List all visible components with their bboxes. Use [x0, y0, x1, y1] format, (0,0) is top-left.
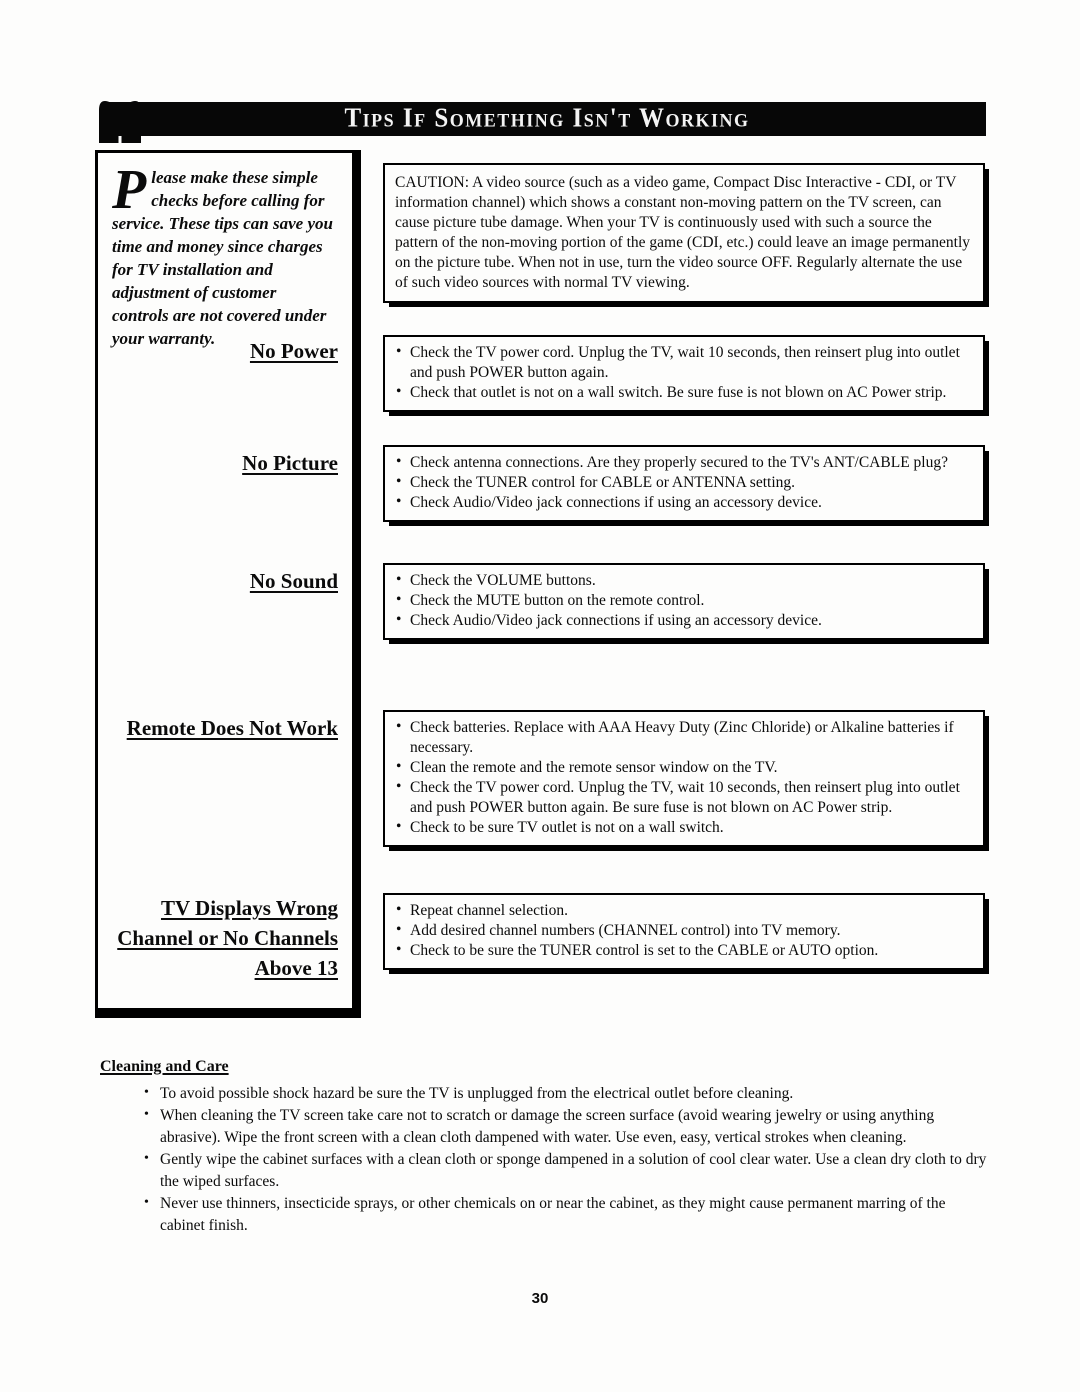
- intro-text: lease make these simple checks before calling for service. These tips can save you time and money since charges for TV installation and adjustment of customer controls are not covered under your warranty.: [112, 168, 333, 348]
- sidebar-box: [95, 150, 361, 1018]
- wrong-channel-list: [393, 901, 973, 961]
- bullet-item: • Check batteries. Replace with AAA Heavy Duty (Zinc Chloride) or Alkaline batteries if necessary.: [393, 718, 973, 758]
- caution-text: CAUTION: A video source (such as a video game, Compact Disc Interactive - CDI, or TV information channel) which shows a constant non-moving pattern on the TV screen, can cause picture tube damage. When your TV is continuously used with such a source the pattern of the non-moving portion of the game (CDI, etc.) could leave an image permanently on the picture tube. When not in use, turn the video source OFF. Regularly alternate the use of such video sources with normal TV viewing.: [395, 174, 971, 291]
- heading-no-picture: No Picture: [242, 451, 338, 475]
- bullet-item: • Check Audio/Video jack connections if using an accessory device.: [393, 493, 973, 513]
- bullet-item: • To avoid possible shock hazard be sure the TV is unplugged from the electrical outlet before cleaning.: [142, 1083, 992, 1105]
- bullet-item: • Check to be sure TV outlet is not on a wall switch.: [393, 818, 973, 838]
- bullet-item: • When cleaning the TV screen take care not to scratch or damage the screen surface (avoid wearing jewelry or using anything abrasive). Wipe the front screen with a clean cloth dampened with water. Use even, easy, vertical strokes when cleaning.: [142, 1105, 992, 1149]
- cleaning-section: [100, 1056, 992, 1237]
- heading-wrong-channel: TV Displays Wrong Channel or No Channels Above 13: [117, 896, 338, 980]
- remote-list: [393, 718, 973, 838]
- cleaning-heading: Cleaning and Care: [100, 1058, 229, 1075]
- box-remote-not-work: [383, 710, 985, 847]
- bullet-item: • Clean the remote and the remote sensor window on the TV.: [393, 758, 973, 778]
- bullet-item: • Check antenna connections. Are they properly secured to the TV's ANT/CABLE plug?: [393, 453, 973, 473]
- heading-no-power: No Power: [249, 339, 338, 363]
- bullet-item: • Check the MUTE button on the remote control.: [393, 591, 973, 611]
- box-no-sound: [383, 563, 985, 640]
- bullet-item: • Check the VOLUME buttons.: [393, 571, 973, 591]
- cleaning-list: [100, 1083, 992, 1237]
- drop-cap: P: [112, 159, 147, 221]
- bullet-item: • Gently wipe the cabinet surfaces with a clean cloth or sponge dampened in a solution of cool clear water. Use a clean dry cloth to dry the wiped surfaces.: [142, 1149, 992, 1193]
- heading-no-sound: No Sound: [249, 569, 338, 593]
- bullet-item: • Never use thinners, insecticide sprays, or other chemicals on or near the cabinet, as they might cause permanent marring of the cabinet finish.: [142, 1193, 992, 1237]
- caution-box: [383, 163, 985, 303]
- page-number: 30: [531, 1290, 549, 1307]
- box-wrong-channel: [383, 893, 985, 970]
- bullet-item: • Check to be sure the TUNER control is set to the CABLE or AUTO option.: [393, 941, 973, 961]
- bullet-item: • Check the TV power cord. Unplug the TV, wait 10 seconds, then reinsert plug into outlet and push POWER button again. Be sure fuse is not blown on AC Power strip.: [393, 778, 973, 818]
- no-power-list: [393, 343, 973, 403]
- box-no-power: [383, 335, 985, 412]
- page-title: Tips If Something Isn't Working: [344, 103, 750, 134]
- intro-paragraph: [112, 159, 336, 350]
- no-picture-list: [393, 453, 973, 513]
- bullet-item: • Check Audio/Video jack connections if using an accessory device.: [393, 611, 973, 631]
- box-no-picture: [383, 445, 985, 522]
- header-bar: [108, 102, 986, 136]
- bullet-item: • Check the TUNER control for CABLE or ANTENNA setting.: [393, 473, 973, 493]
- bullet-item: • Repeat channel selection.: [393, 901, 973, 921]
- no-sound-list: [393, 571, 973, 631]
- bullet-item: • Check that outlet is not on a wall switch. Be sure fuse is not blown on AC Power strip.: [393, 383, 973, 403]
- heading-remote-not-work: Remote Does Not Work: [126, 716, 338, 740]
- bullet-item: • Check the TV power cord. Unplug the TV, wait 10 seconds, then reinsert plug into outlet and push POWER button again.: [393, 343, 973, 383]
- bullet-item: • Add desired channel numbers (CHANNEL control) into TV memory.: [393, 921, 973, 941]
